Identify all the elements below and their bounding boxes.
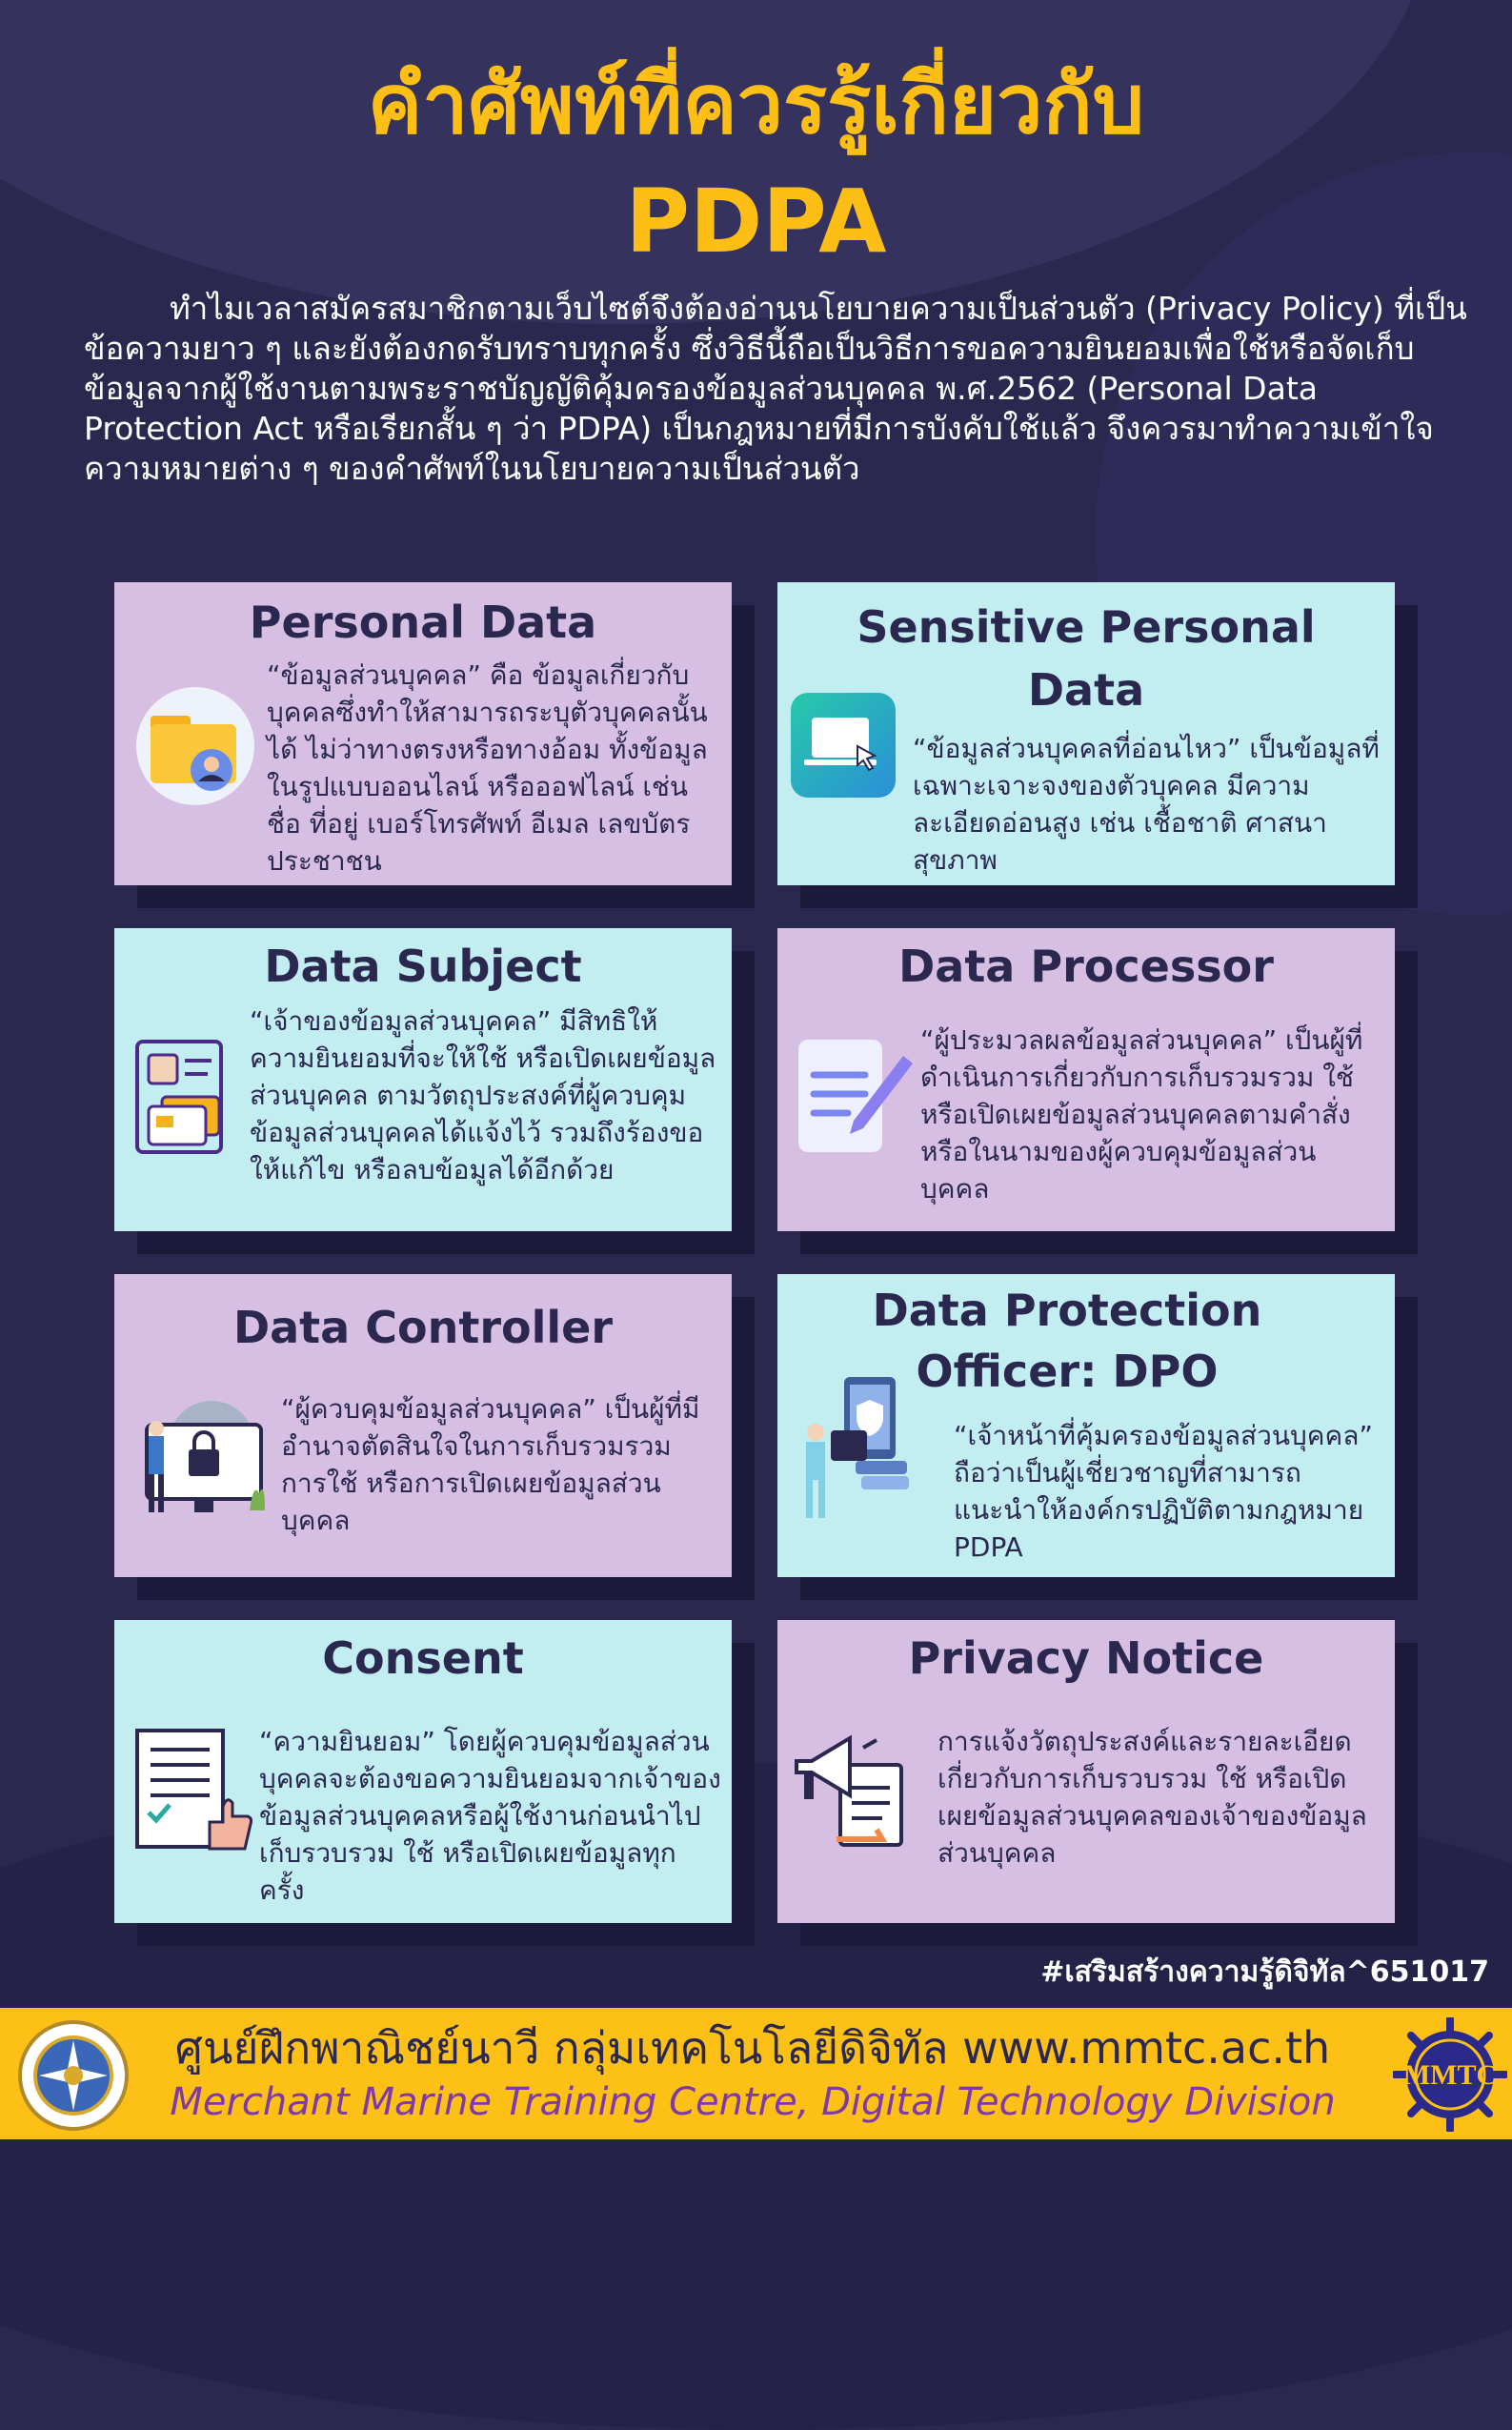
card-panel (114, 582, 732, 885)
mmtc-seal-logo (17, 2019, 130, 2136)
document-pen-icon (789, 1035, 917, 1167)
card-panel (777, 928, 1395, 1231)
footer-bar (0, 2008, 1512, 2139)
card-body: “ผู้ประมวลผลข้อมูลส่วนบุคคล” เป็นผู้ที่ดำเนินการเกี่ยวกับการเก็บรวมรวม ใช้ หรือเปิดเผยข้อมูลส่วนบุคคลตามคำสั่งหรือในนามของผู้ควบคุมข้อมูลส่วนบุคคล (920, 1024, 1363, 1205)
card-panel (777, 1274, 1395, 1577)
card-data-controller (114, 1274, 732, 1577)
card-body: “ความยินยอม” โดยผู้ควบคุมข้อมูลส่วนบุคคลจะต้องขอความยินยอมจากเจ้าของข้อมูลส่วนบุคคลหรือผู้ใช้งานก่อนนำไปเก็บรวบรวม ใช้ หรือเปิดเผยข้อมูลทุกครั้ง (259, 1726, 721, 1906)
laptop-cursor-icon (791, 693, 896, 801)
card-personal-data (114, 582, 732, 885)
mmtc-wheel-logo (1393, 2017, 1507, 2136)
card-title: Data Subject (264, 941, 582, 992)
card-body: “ผู้ควบคุมข้อมูลส่วนบุคคล” เป็นผู้ที่มีอำนาจตัดสินใจในการเก็บรวมรวม การใช้ หรือการเปิดเผยข้อมูลส่วนบุคคล (281, 1393, 700, 1536)
card-body: “ข้อมูลส่วนบุคคล” คือ ข้อมูลเกี่ยวกับบุคคลซึ่งทำให้สามารถระบุตัวบุคคลนั้นได้ ไม่ว่าทางตรงหรือทางอ้อม ทั้งข้อมูลในรูปแบบออนไลน์ หรือออฟไลน์ เช่น ชื่อ ที่อยู่ เบอร์โทรศัพท์ อีเมล เลขบัตรประชาชน (267, 659, 708, 877)
folder-user-icon (131, 682, 260, 815)
controller-lock-icon (128, 1396, 275, 1529)
footer-thai-text: ศูนย์ฝึกพาณิชย์นาวี กลุ่มเทคโนโลยีดิจิทัล www.mmtc.ac.th (174, 2022, 1331, 2074)
card-consent (114, 1620, 732, 1923)
card-body: “ข้อมูลส่วนบุคคลที่อ่อนไหว” เป็นข้อมูลที่เฉพาะเจาะจงของตัวบุคคล มีความละเอียดอ่อนสูง เช่น เชื้อชาติ ศาสนา สุขภาพ (913, 733, 1380, 876)
page-title-line2: PDPA (625, 171, 887, 273)
footer-english-text: Merchant Marine Training Centre, Digital Technology Division (170, 2080, 1336, 2124)
card-title: Consent (322, 1632, 524, 1684)
intro-paragraph: ทำไมเวลาสมัครสมาชิกตามเว็บไซต์จึงต้องอ่านนโยบายความเป็นส่วนตัว (Privacy Policy) ที่เป็นข้อความยาว ๆ และยังต้องกดรับทราบทุกครั้ง ซึ่งวิธีนี้ถือเป็นวิธีการขอความยินยอมเพื่อใช้หรือจัดเก็บข้อมูลจากผู้ใช้งานตามพระราชบัญญัติคุ้มครองข้อมูลส่วนบุคคล พ.ศ.2562 (Personal Data Protection Act หรือเรียกสั้น ๆ ว่า PDPA) เป็นกฎหมายที่มีการบังคับใช้แล้ว จึงควรมาทำความเข้าใจความหมายต่าง ๆ ของคำศัพท์ในนโยบายความเป็นส่วนตัว (84, 290, 1467, 487)
logo-text: MMTC (1402, 2059, 1498, 2091)
card-privacy-notice (777, 1620, 1395, 1923)
card-data-processor (777, 928, 1395, 1231)
card-data-protection-officer (777, 1274, 1395, 1577)
card-panel (114, 928, 732, 1231)
card-title: Data Protection Officer: DPO (872, 1285, 1262, 1397)
card-body: “เจ้าหน้าที่คุ้มครองข้อมูลส่วนบุคคล” ถือว่าเป็นผู้เชี่ยวชาญที่สามารถแนะนำให้องค์กรปฏิบัติตามกฎหมาย PDPA (954, 1420, 1373, 1563)
security-officer-icon (795, 1373, 914, 1529)
card-title: Personal Data (249, 597, 597, 648)
card-panel (777, 1620, 1395, 1923)
card-panel (114, 1620, 732, 1923)
card-title: Sensitive Personal Data (857, 601, 1316, 716)
card-data-subject (114, 928, 732, 1231)
card-panel (114, 1274, 732, 1577)
megaphone-notice-icon (791, 1727, 924, 1854)
card-body: การแจ้งวัตถุประสงค์และรายละเอียดเกี่ยวกับการเก็บรวบรวม ใช้ หรือเปิดเผยข้อมูลส่วนบุคคลของเจ้าของข้อมูลส่วนบุคคล (937, 1726, 1367, 1869)
checklist-thumbs-up-icon (133, 1727, 252, 1859)
card-panel (777, 582, 1395, 885)
card-title: Data Controller (232, 1302, 614, 1353)
card-title: Privacy Notice (908, 1632, 1264, 1684)
card-title: Data Processor (898, 941, 1274, 992)
hashtag: #เสริมสร้างความรู้ดิจิทัล^651017 (1040, 1955, 1489, 1989)
id-card-icon (133, 1038, 229, 1161)
card-body: “เจ้าของข้อมูลส่วนบุคคล” มีสิทธิให้ความยินยอมที่จะให้ใช้ หรือเปิดเผยข้อมูลส่วนบุคคล ตามวัตถุประสงค์ที่ผู้ควบคุมข้อมูลส่วนบุคคลได้แจ้งไว้ รวมถึงร้องขอให้แก้ไข หรือลบข้อมูลได้อีกด้วย (250, 1005, 716, 1185)
card-sensitive-personal-data (777, 582, 1395, 885)
page-title-line1: คำศัพท์ที่ควรรู้เกี่ยวกับ (367, 57, 1145, 152)
